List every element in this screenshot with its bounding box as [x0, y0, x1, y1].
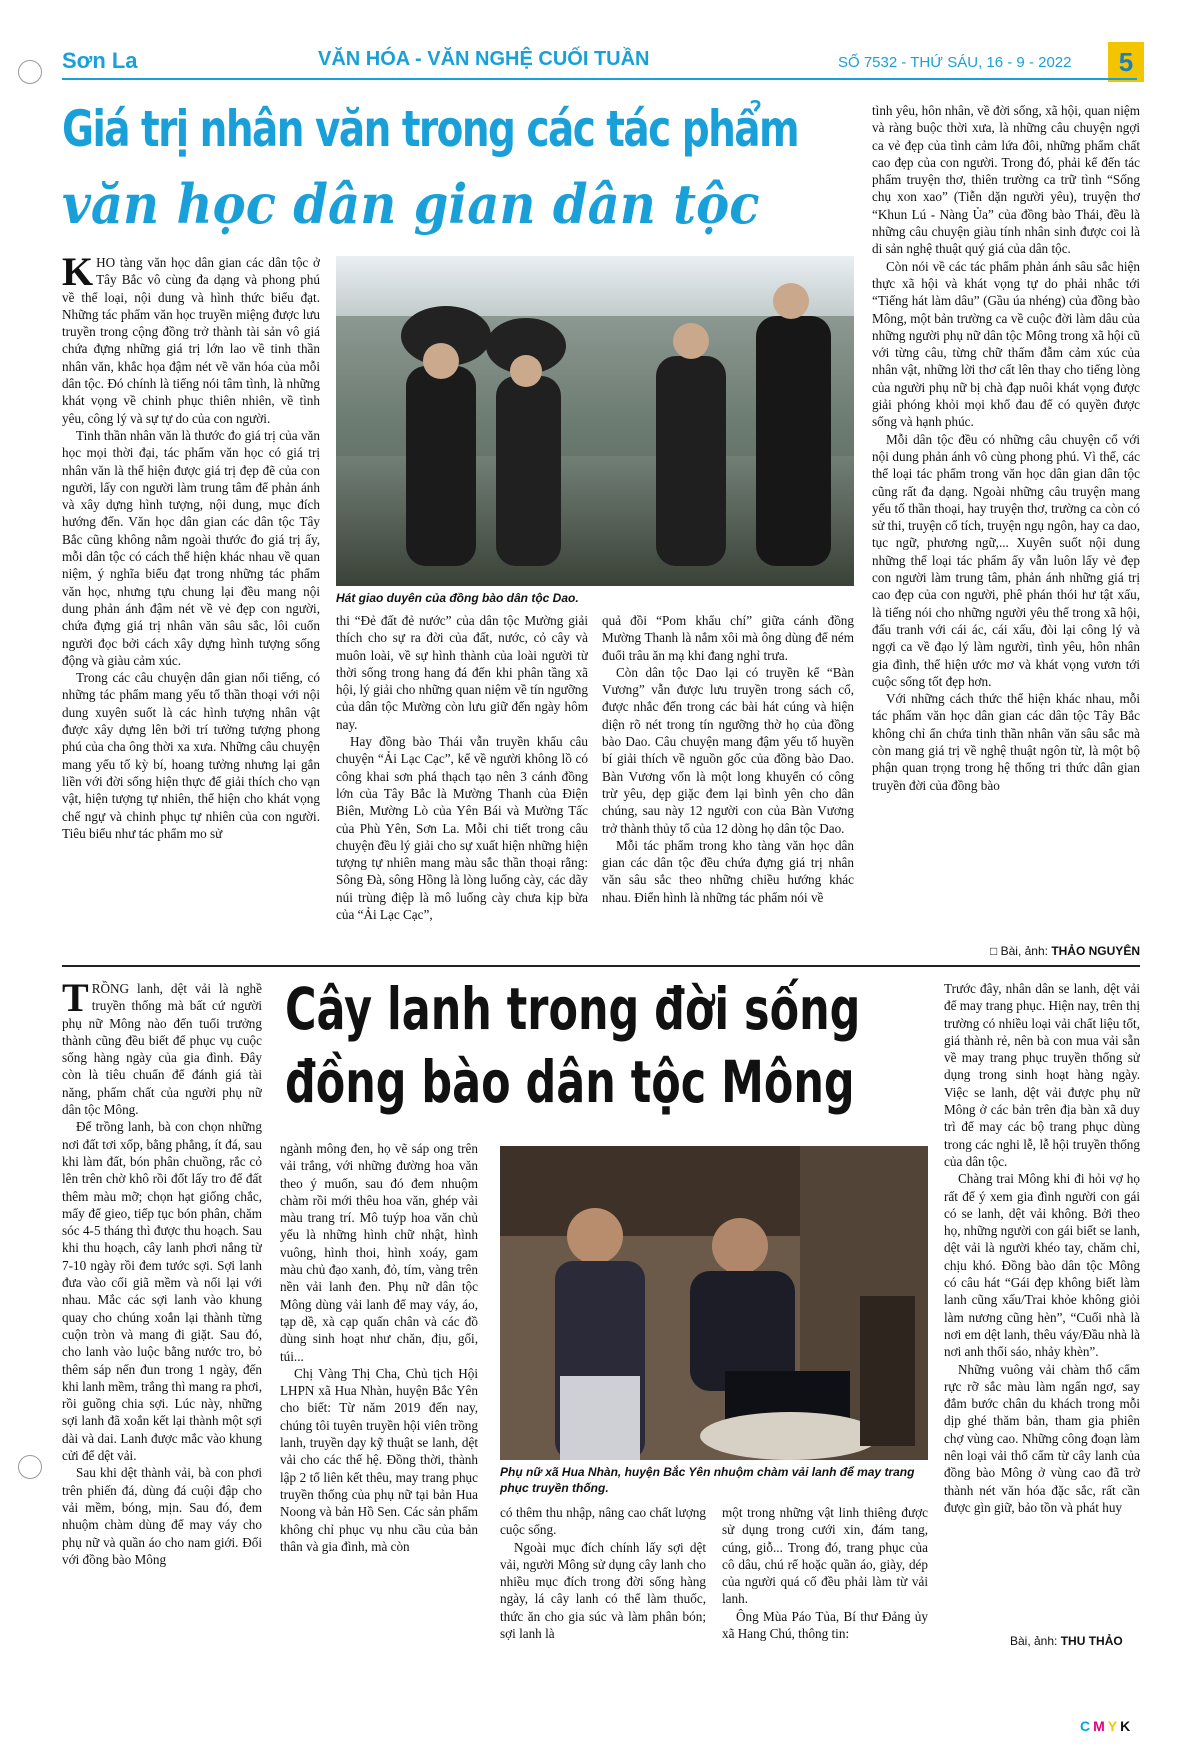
paragraph: Sau khi dệt thành vải, bà con phơi trên phiến đá, dùng đá cuội đập cho vải mềm, bóng, mịn. Sau đó, đem nhuộm chàm dùng để may váy cho phụ nữ và quần áo cho nam giới. Đối với đồng bào Mông: [62, 1465, 262, 1567]
article2-column-3: [500, 1504, 706, 1660]
paragraph: RỒNG lanh, dệt vải là nghề truyền thống mà bất cứ người phụ nữ Mông nào đến tuổi trưởng thành cũng đều biết để phục vụ cuộc sống hàng ngày của gia đình. Đây còn là tiêu chuẩn để đánh giá tài năng, phẩm chất của người phụ nữ dân tộc Mông.: [62, 981, 262, 1118]
article2-title-line1: Cây lanh trong đời sống: [285, 975, 861, 1043]
article1-column-2: [336, 612, 588, 960]
paragraph: Mỗi dân tộc đều có những câu chuyện cổ với nội dung phản ánh vô cùng phong phú. Vì thế, các thể loại tác phẩm trong văn học dân gian dân tộc cũng rất đa dạng. Ngoài những câu truyện mang yếu tố thần thoại, hay truyện thơ, trường ca còn có sử thi, truyện cổ tích, truyện ngụ ngôn, hay ca dao, tục ngữ, phương ngữ,... Xuyên suốt nội dung những thể loại tác phẩm ấy vẫn luôn lấy vẻ đẹp con người làm trung tâm, phản ánh những giá trị cao đẹp của con người, phê phán thói hư tật xấu, là tiếng nói cho những người yêu thể trong xã hội, đấu tranh với cái ác, cái xấu, đòi lại công lý và ngợi ca về đạo lý làm người, tình yêu, hôn nhân gia đình, thể hiện ước mơ và khát vọng vươn tới cuộc sống tốt đẹp hơn.: [872, 431, 1140, 689]
paragraph: quả đồi “Pom khẩu chí” giữa cánh đồng Mường Thanh là nắm xôi mà ông dùng để ném đuổi trâu ăn mạ khi đang nghỉ trưa.: [602, 613, 854, 663]
paragraph: một trong những vật linh thiêng được sử dụng trong cưới xin, đám tang, cúng, giỗ... Trong đó, trang phục của cô dâu, chú rể hoặc quần áo, giày, dép của người quá cố đều phải làm từ vải lanh.: [722, 1505, 928, 1607]
paragraph: HO tàng văn học dân gian các dân tộc ở Tây Bắc vô cùng đa dạng và phong phú về thể loại, nội dung và hình thức biểu đạt. Những tác phẩm văn học truyền miệng được lưu truyền trong cộng đồng trở thành tài sản vô giá chứa đựng những giá trị lớn lao về tinh thần nhân văn, khắc họa đậm nét về văn hóa của mỗi dân tộc. Đó chính là tiếng nói tâm tình, là những khát vọng về chinh phục thiên nhiên, về tình yêu, công lý và sự tự do của con người.: [62, 255, 320, 426]
page-number: 5: [1108, 42, 1144, 82]
photo-caption: Hát giao duyên của đồng bào dân tộc Dao.: [336, 591, 579, 605]
cmyk-marker: [1080, 1718, 1133, 1734]
article-separator: [62, 965, 1140, 967]
paragraph: Trước đây, nhân dân se lanh, dệt vải để may trang phục. Hiện nay, trên thị trường có nhiều loại vải chất liệu tốt, giá thành rẻ, nên bà con mua vải sẵn về may trang phục truyền thống sử dụng trong sinh hoạt hàng ngày. Việc se lanh, dệt vải được phụ nữ Mông ở các bản trên địa bàn xã duy trì để may các bộ trang phục dùng trong các nghi lễ, lễ hội truyền thống của dân tộc.: [944, 981, 1140, 1169]
paragraph: Ngoài mục đích chính lấy sợi dệt vải, người Mông sử dụng cây lanh cho nhiều mục đích trong đời sống hàng ngày, lá cây lanh có thể làm thuốc, thức ăn cho gia súc và làm phân bón; sợi lanh là: [500, 1539, 706, 1642]
article1-column-3: [602, 612, 854, 960]
paragraph: Còn dân tộc Dao lại có truyền kể “Bàn Vương” vẫn được lưu truyền trong sách cổ, được nhắc đến trong các bài hát cúng và hiện diện rõ nét trong tín ngưỡng thờ họ của đồng bào Dao. Câu chuyện mang đậm yếu tố huyền bí giải thích về nguồn gốc của đồng bào Dao. Bàn Vương vốn là một long khuyển có công trừ yêu, dẹp giặc đem lại bình yên cho dân chúng, sau này 12 người con của Bàn Vương trở thành thủy tổ của 12 dòng họ dân tộc Dao.: [602, 664, 854, 836]
photo-illustration: [336, 256, 854, 586]
byline-author: THẢO NGUYÊN: [1051, 944, 1140, 958]
paragraph: Trong các câu chuyện dân gian nổi tiếng, có những tác phẩm mang yếu tố thần thoại với nội dung xuyên suốt là các hình tượng nhân vật được xây dựng lên bởi trí tưởng tượng phong phú của cha ông thời xa xưa. Những câu chuyện mang yếu tố kỳ bí, hoang tưởng nhưng lại gắn liền với đời sống hiện thực để giải thích cho vạn vật, hiện tượng tự nhiên, thể hiện cho khát vọng chế ngự và chinh phục tự nhiên của con người. Tiêu biểu như tác phẩm mo sử: [62, 670, 320, 841]
photo-dao-singers: [336, 256, 854, 586]
paragraph: Ông Mùa Páo Tủa, Bí thư Đảng ủy xã Hang Chú, thông tin:: [722, 1608, 928, 1642]
paragraph: Chàng trai Mông khi đi hỏi vợ họ rất để ý xem gia đình người con gái có se lanh, dệt vải không. Bởi theo họ, những người con gái biết se lanh, dệt vải là người khéo tay, chăm chỉ, chịu khó. Đồng bào dân tộc Mông có câu hát “Gái đẹp không biết làm lanh cũng xấu/Trai khỏe không giỏi làm nương cũng hèn”, “Cuối nhà là nơi em dệt lanh, thêu váy/Đầu nhà là nơi anh thổi sáo, nhảy khèn”.: [944, 1171, 1140, 1360]
byline-prefix: Bài, ảnh:: [1000, 944, 1048, 958]
byline-prefix: Bài, ảnh:: [1010, 1634, 1058, 1648]
article1-byline: [990, 944, 1140, 958]
registration-mark-icon: [18, 1455, 42, 1479]
paragraph: thi “Đẻ đất đẻ nước” của dân tộc Mường giải thích cho sự ra đời của đất, nước, cỏ cây và muôn loài, về sự hình thành của loài người từ thời sống trong hang đá đến khi phân tầng xã hội, lý giải cho những quan niệm về tín ngưỡng của dân tộc Mường còn lưu giữ đến ngày hôm nay.: [336, 613, 588, 732]
byline-author: THU THẢO: [1060, 1634, 1123, 1648]
article2-column-2: [280, 1140, 478, 1660]
article1-title-line2: văn học dân gian dân tộc: [62, 172, 760, 236]
newspaper-section-title: VĂN HÓA - VĂN NGHỆ CUỐI TUẦN: [318, 48, 650, 70]
paragraph: Tinh thần nhân văn là thước đo giá trị của văn học mọi thời đại, tác phẩm văn học có giá trị nhân văn là thể hiện được giá trị đẹp đẽ của con người, lấy con người làm trung tâm để phản ánh và xây dựng hình tượng, nội dung, mục đích hướng đến. Văn học dân gian các dân tộc Tây Bắc cũng không nằm ngoài thước đo giá trị ấy, mỗi dân tộc có cách thể hiện khác nhau về quan niệm, ý nghĩa biểu đạt trong những tác phẩm văn học, nhưng tựu chung lại đều mang nội dung phản ánh đậm nét về vẻ đẹp con người, chứa đựng giá trị nhân văn sâu sắc, lôi cuốn người đọc bởi cách xây dựng hình tượng sống động và giàu cảm xúc.: [62, 427, 320, 668]
end-mark-icon: □: [990, 944, 998, 958]
paragraph: Mỗi tác phẩm trong kho tàng văn học dân gian các dân tộc đều chứa đựng giá trị nhân văn sâu sắc theo những chiều hướng khác nhau. Điển hình là những tác phẩm nói về: [602, 837, 854, 905]
article2-column-4: [722, 1504, 928, 1660]
section-name: Sơn La: [62, 48, 138, 73]
article2-column-5: [944, 980, 1140, 1630]
photo-caption: Phụ nữ xã Hua Nhàn, huyện Bắc Yên nhuộm chàm vải lanh để may trang phục truyền thống.: [500, 1465, 915, 1495]
dropcap: T: [62, 980, 89, 1020]
issue-date: SỐ 7532 - THỨ SÁU, 16 - 9 - 2022: [838, 54, 1072, 71]
paragraph: Với những cách thức thể hiện khác nhau, mỗi tác phẩm văn học dân gian các dân tộc Tây Bắc không chỉ ẩn chứa tinh thần nhân văn sâu sắc mà còn mang giá trị về nghệ thuật ngôn từ, là một bộ phận quan trọng trong hệ thống tri thức dân gian truyền đời của đồng bào: [872, 691, 1140, 793]
article1-title-line1: Giá trị nhân văn trong các tác phẩm: [62, 100, 799, 158]
paragraph: có thêm thu nhập, nâng cao chất lượng cuộc sống.: [500, 1505, 706, 1538]
paragraph: tình yêu, hôn nhân, về đời sống, xã hội, quan niệm và ràng buộc thời xưa, là những câu chuyện ngợi ca vẻ đẹp của tình cảm lứa đôi, những phẩm chất cao đẹp của con người. Trong đó, phải kể đến tác phẩm truyện thơ, thiên trường ca trữ tình “Sống chụ xon xao” (Tiễn dặn người yêu), truyện thơ “Khun Lú - Nàng Ủa” của đồng bào Thái, đều là những câu chuyện giàu tính nhân sinh được coi là di sản nghệ thuật quý giá của dân tộc.: [872, 103, 1140, 257]
dropcap: K: [62, 254, 94, 294]
article2-byline: [1010, 1634, 1123, 1648]
article2-column-1: [62, 980, 262, 1660]
article1-column-1: [62, 254, 320, 959]
photo-illustration: [500, 1146, 928, 1460]
paragraph: Để trồng lanh, bà con chọn những nơi đất tơi xốp, bằng phẳng, ít đá, sau khi làm đất, bón phân chuồng, rắc cỏ lên trên chờ khô rồi đốt lấy tro để đất thêm màu mỡ; chọn hạt giống chắc, mẩy để gieo, tiếp tục bón phân, chăm sóc 4-5 tháng thì được thu hoạch. Sau khi thu hoạch, cây lanh phơi nắng từ 7-10 ngày rồi đem tước sợi. Sợi lanh đưa vào cối giã mềm và nối lại với nhau. Mắc các sợi lanh vào khung quay cho chúng xoắn lại thành từng cuộn tròn và mang đi giặt. Sau đó, cho lanh vào luộc bằng nước tro, bỏ thêm sáp nến đun trong 1 ngày, đến khi lanh mềm, trắng thì mang ra phơi, rồi guồng chia sợi. Lúc này, những sợi lanh đã xoắn kết lại thành một sợi dài và dai. Lanh được mắc vào khung cửi để dệt vải.: [62, 1119, 262, 1464]
article2-title-line2: đồng bào dân tộc Mông: [285, 1048, 855, 1116]
paragraph: Những vuông vải chàm thổ cẩm rực rỡ sắc màu làm ngẩn ngơ, say đắm bước chân du khách trong mỗi dịp ghé thăm bản, tham gia phiên chợ vùng cao. Những công đoạn làm nên loại vải thổ cẩm từ cây lanh của đồng bào Mông ở vùng cao đã trở thành nét văn hóa đặc sắc, rất cần được gìn giữ, bảo tồn và phát huy: [944, 1361, 1140, 1515]
article1-column-4: [872, 102, 1140, 942]
cmyk-text: CMYK: [1080, 1718, 1134, 1734]
paragraph: ngành mông đen, họ vẽ sáp ong trên vải trắng, với những đường hoa văn theo ý muốn, sau đó đem nhuộm chàm rồi mới thêu hoa văn, ghép vải màu trang trí. Mô tuýp hoa văn chủ yếu là những hình chữ nhật, hình vuông, hình thoi, hình xoáy, gam màu chủ đạo xanh, đỏ, tím, vàng trên nền vải lanh đen. Phụ nữ dân tộc Mông dùng vải lanh để may váy, áo, tạp dề, xà cạp quấn chân và các đồ dùng sinh hoạt như chăn, địu, gối, túi...: [280, 1141, 478, 1364]
header-rule: [62, 78, 1137, 80]
photo-indigo-dyeing: [500, 1146, 928, 1460]
paragraph: Chị Vàng Thị Cha, Chủ tịch Hội LHPN xã Hua Nhàn, huyện Bắc Yên cho biết: Từ năm 2019 đến nay, chúng tôi tuyên truyền hội viên trồng lanh, truyền dạy kỹ thuật se lanh, dệt vải cho các thế hệ. Đồng thời, thành lập 2 tổ liên kết thêu, may trang phục truyền thống của phụ nữ tại bản Hua Noong và bản Hồ Sen. Các sản phẩm không chỉ phục vụ nhu cầu của bản thân và gia đình, mà còn: [280, 1365, 478, 1554]
paragraph: Hay đồng bào Thái vẫn truyền khẩu câu chuyện “Ải Lạc Cạc”, kể về người không lồ có công khai sơn phá thạch tạo nên 3 cánh đồng lớn của Tây Bắc là Mường Thanh của Điện Biên, Mường Lò của Yên Bái và Mường Tấc của Phù Yên, Sơn La. Mỗi chi tiết trong câu chuyện đều lý giải cho sự xuất hiện những hiện tượng tự nhiên mang màu sắc thần thoại rằng: Sông Đà, sông Hồng là lòng luống cày, các dãy núi trùng điệp là mô luống cày chưa kịp bừa của “Ải Lạc Cạc”,: [336, 734, 588, 923]
paragraph: Còn nói về các tác phẩm phản ánh sâu sắc hiện thực xã hội và khát vọng tự do phải nhắc tới “Tiếng hát làm dâu” (Gầu úa nhéng) của đồng bào Mông, một bản trường ca về cuộc đời làm dâu của những người phụ nữ dân tộc Mông trong xã hội cũ với từng câu, từng chữ thấm đẫm cảm xúc của nhân vật, những lời thơ cất lên thay cho tiếng lòng của người phụ nữ bị chà đạp nuôi khát vọng được giải phóng khỏi mọi khổ đau để có quyền được sống và hạnh phúc.: [872, 258, 1140, 430]
registration-mark-icon: [18, 60, 42, 84]
